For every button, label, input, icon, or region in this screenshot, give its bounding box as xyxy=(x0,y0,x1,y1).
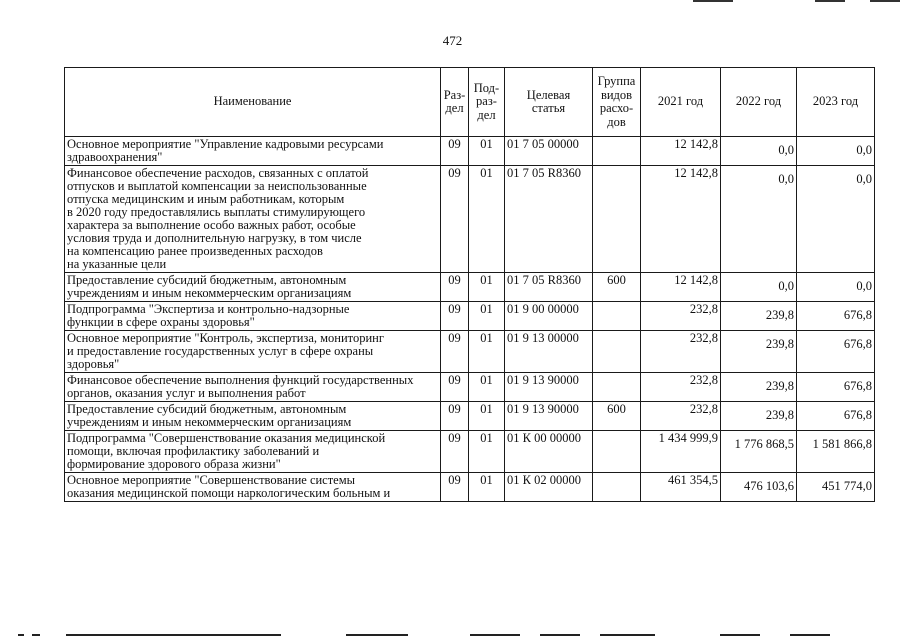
row-2021: 232,8 xyxy=(641,302,721,331)
row-name: Основное мероприятие "Совершенствование системы оказания медицинской помощи наркологическим больным и xyxy=(65,473,441,502)
row-section: 09 xyxy=(441,166,469,273)
row-2021: 1 434 999,9 xyxy=(641,431,721,473)
row-subsection: 01 xyxy=(469,166,505,273)
header-2021: 2021 год xyxy=(641,68,721,137)
row-group: 600 xyxy=(593,402,641,431)
row-group: 600 xyxy=(593,273,641,302)
row-name: Основное мероприятие "Контроль, экспертиза, мониторинг и предоставление государственных услуг в сфере охраны здоровья" xyxy=(65,331,441,373)
row-2023: 676,8 xyxy=(797,402,875,431)
row-group xyxy=(593,331,641,373)
page-number: 472 xyxy=(442,33,463,48)
header-target xyxy=(505,68,593,137)
row-target: 01 9 13 90000 xyxy=(505,373,593,402)
row-section: 09 xyxy=(441,331,469,373)
row-target: 01 9 13 90000 xyxy=(505,402,593,431)
header-2022: 2022 год xyxy=(721,68,797,137)
row-group xyxy=(593,373,641,402)
row-subsection: 01 xyxy=(469,402,505,431)
table-row xyxy=(65,302,875,331)
row-2021: 232,8 xyxy=(641,331,721,373)
row-2023: 1 581 866,8 xyxy=(797,431,875,473)
header-section-text: Раз- дел xyxy=(443,87,466,115)
row-2022: 1 776 868,5 xyxy=(721,431,797,473)
table-header xyxy=(65,68,875,137)
row-2023: 451 774,0 xyxy=(797,473,875,502)
row-name: Финансовое обеспечение выполнения функций государственных органов, оказания услуг и выполнения работ xyxy=(65,373,441,402)
header-subsection-text: Под- раз- дел xyxy=(473,80,500,122)
table-row xyxy=(65,473,875,502)
header-target-text: Целевая статья xyxy=(526,87,571,115)
row-group xyxy=(593,431,641,473)
row-2023: 0,0 xyxy=(797,137,875,166)
row-section: 09 xyxy=(441,373,469,402)
row-subsection: 01 xyxy=(469,273,505,302)
row-2023: 0,0 xyxy=(797,166,875,273)
row-subsection: 01 xyxy=(469,473,505,502)
row-2022: 476 103,6 xyxy=(721,473,797,502)
scan-footer-marks xyxy=(0,628,905,640)
row-2022: 0,0 xyxy=(721,166,797,273)
row-2023: 0,0 xyxy=(797,273,875,302)
row-2023: 676,8 xyxy=(797,331,875,373)
row-2022: 0,0 xyxy=(721,137,797,166)
row-subsection: 01 xyxy=(469,302,505,331)
row-group xyxy=(593,166,641,273)
row-section: 09 xyxy=(441,402,469,431)
row-target: 01 9 00 00000 xyxy=(505,302,593,331)
row-target: 01 9 13 00000 xyxy=(505,331,593,373)
row-target: 01 7 05 R8360 xyxy=(505,273,593,302)
table-body xyxy=(65,137,875,502)
row-2021: 232,8 xyxy=(641,402,721,431)
table-row xyxy=(65,166,875,273)
row-group xyxy=(593,137,641,166)
row-section: 09 xyxy=(441,473,469,502)
row-subsection: 01 xyxy=(469,137,505,166)
table-row xyxy=(65,373,875,402)
row-target: 01 7 05 00000 xyxy=(505,137,593,166)
table-row xyxy=(65,273,875,302)
row-2021: 461 354,5 xyxy=(641,473,721,502)
row-2021: 12 142,8 xyxy=(641,273,721,302)
row-section: 09 xyxy=(441,273,469,302)
row-section: 09 xyxy=(441,137,469,166)
row-section: 09 xyxy=(441,302,469,331)
row-2022: 239,8 xyxy=(721,302,797,331)
row-name: Основное мероприятие "Управление кадровыми ресурсами здравоохранения" xyxy=(65,137,441,166)
row-subsection: 01 xyxy=(469,331,505,373)
row-name: Финансовое обеспечение расходов, связанных с оплатой отпусков и выплатой компенсации за неиспользованные отпуска медицинским и иным работникам, которым в 2020 году предоставлялись выплаты стимулирующего характера за выполнение особо важных работ, особые условия труда и дополнительную нагрузку, в том числе на компенсацию ранее произведенных расходов на указанные цели xyxy=(65,166,441,273)
row-target: 01 7 05 R8360 xyxy=(505,166,593,273)
header-subsection xyxy=(469,68,505,137)
row-name: Подпрограмма "Совершенствование оказания медицинской помощи, включая профилактику заболеваний и формирование здорового образа жизни" xyxy=(65,431,441,473)
header-name: Наименование xyxy=(65,68,441,137)
row-name: Предоставление субсидий бюджетным, автономным учреждениям и иным некоммерческим организациям xyxy=(65,273,441,302)
row-2022: 0,0 xyxy=(721,273,797,302)
row-2023: 676,8 xyxy=(797,302,875,331)
header-2023: 2023 год xyxy=(797,68,875,137)
header-expense-group xyxy=(593,68,641,137)
row-group xyxy=(593,473,641,502)
table-row xyxy=(65,331,875,373)
budget-table xyxy=(64,67,875,502)
row-2022: 239,8 xyxy=(721,331,797,373)
header-section xyxy=(441,68,469,137)
row-subsection: 01 xyxy=(469,431,505,473)
row-subsection: 01 xyxy=(469,373,505,402)
header-expense-group-text: Группа видов расхо- дов xyxy=(597,74,636,129)
row-2022: 239,8 xyxy=(721,402,797,431)
row-name: Предоставление субсидий бюджетным, автономным учреждениям и иным некоммерческим организациям xyxy=(65,402,441,431)
row-2023: 676,8 xyxy=(797,373,875,402)
row-group xyxy=(593,302,641,331)
row-section: 09 xyxy=(441,431,469,473)
row-2021: 232,8 xyxy=(641,373,721,402)
row-2021: 12 142,8 xyxy=(641,137,721,166)
table-row xyxy=(65,402,875,431)
row-target: 01 К 00 00000 xyxy=(505,431,593,473)
table-row xyxy=(65,137,875,166)
row-name: Подпрограмма "Экспертиза и контрольно-надзорные функции в сфере охраны здоровья" xyxy=(65,302,441,331)
row-2021: 12 142,8 xyxy=(641,166,721,273)
row-2022: 239,8 xyxy=(721,373,797,402)
row-target: 01 К 02 00000 xyxy=(505,473,593,502)
table-row xyxy=(65,431,875,473)
